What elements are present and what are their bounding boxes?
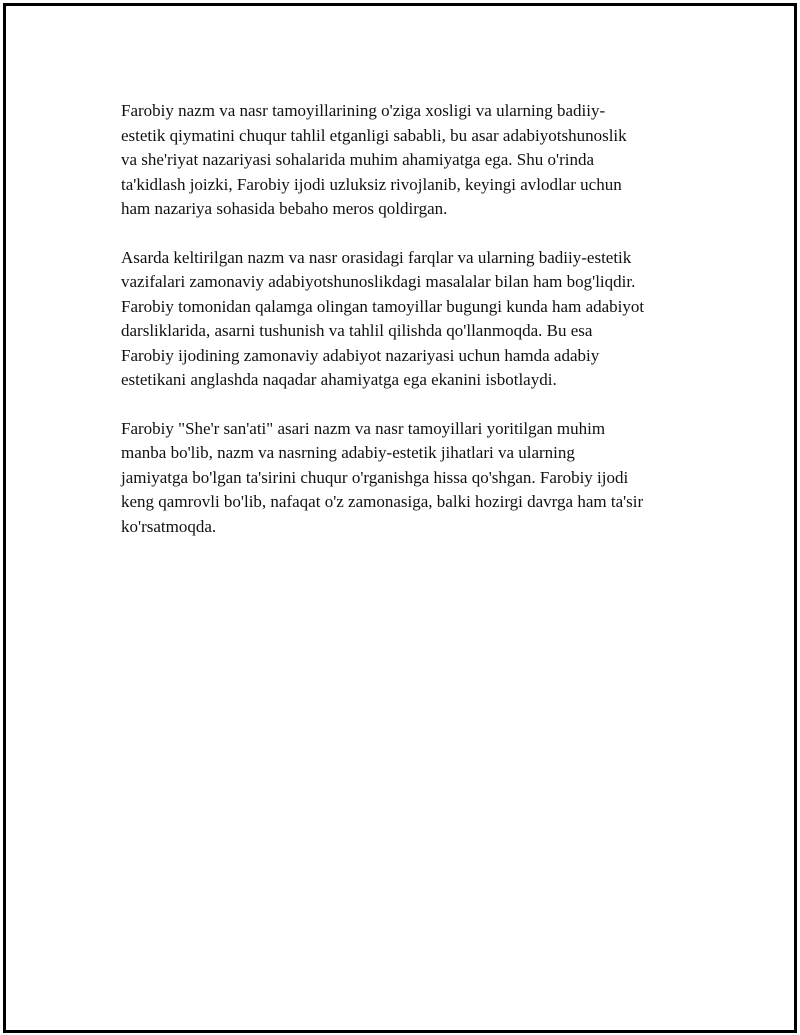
- paragraph-3: Farobiy "She'r san'ati" asari nazm va nasr tamoyillari yoritilgan muhim manba bo'lib, nazm va nasrning adabiy-estetik jihatlari va ularning jamiyatga bo'lgan ta'sirini chuqur o'rganishga hissa qo'shgan. Farobiy ijodi keng qamrovli bo'lib, nafaqat o'z zamonasiga, balki hozirgi davrga ham ta'sir ko'rsatmoqda.: [121, 418, 644, 536]
- paragraph-2: Asarda keltirilgan nazm va nasr orasidagi farqlar va ularning badiiy-estetik vazifalari zamonaviy adabiyotshunoslikdagi masalalar bilan ham bog'liqdir. Farobiy tomonidan qalamga olingan tamoyillar bugungi kunda ham adabiyot darsliklarida, asarni tushunish va tahlil qilishda qo'llanmoqda. Bu esa Farobiy ijodining zamonaviy adabiyot nazariyasi uchun hamda adabiy estetikani anglashda naqadar ahamiyatga ega ekanini isbotlaydi.: [121, 247, 645, 389]
- document-body: [121, 99, 701, 563]
- page-border: [3, 3, 797, 1033]
- paragraph-1: Farobiy nazm va nasr tamoyillarining o'ziga xosligi va ularning badiiy- estetik qiymatini chuqur tahlil etganligi sababli, bu asar adabiyotshunoslik va she'riyat nazariyasi sohalarida muhim ahamiyatga ega. Shu o'rinda ta'kidlash joizki, Farobiy ijodi uzluksiz rivojlanib, keyingi avlodlar uchun ham nazariya sohasida bebaho meros qoldirgan.: [121, 101, 627, 218]
